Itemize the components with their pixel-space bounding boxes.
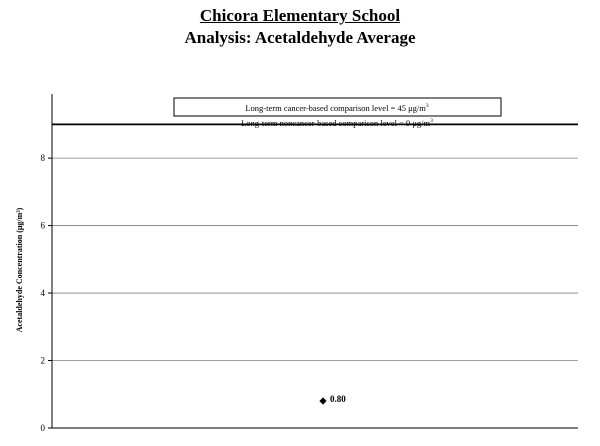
annotation-cancer-main: Long-term cancer-based comparison level = 45 μg/m — [245, 103, 426, 113]
annotation-cancer — [174, 98, 501, 116]
grid-layer — [52, 158, 578, 360]
y-tick-label-0: 0 — [40, 423, 45, 433]
annotation-noncancer-text — [241, 118, 433, 128]
data-label-0: 0.80 — [330, 394, 346, 405]
annotation-cancer-text — [245, 103, 429, 113]
annotation-noncancer-main: Long-term noncancer-based comparison level = 9 μg/m — [241, 118, 431, 128]
annotation-noncancer-sup: 3 — [430, 118, 433, 124]
y-tick-label-4: 4 — [40, 288, 45, 299]
tick-layer — [41, 153, 53, 433]
annotation-cancer-sup: 3 — [425, 103, 429, 109]
y-tick-label-8: 8 — [40, 153, 45, 164]
y-axis-label: Acetaldehyde Concentration (μg/m³) — [15, 207, 24, 333]
y-tick-label-6: 6 — [40, 220, 45, 231]
data-point-0 — [319, 397, 326, 404]
axis-layer — [52, 94, 578, 428]
chart-subtitle: Analysis: Acetaldehyde Average — [184, 28, 416, 47]
chart-title: Chicora Elementary School — [199, 6, 401, 25]
y-tick-label-2: 2 — [40, 355, 45, 366]
point-layer — [319, 394, 346, 405]
